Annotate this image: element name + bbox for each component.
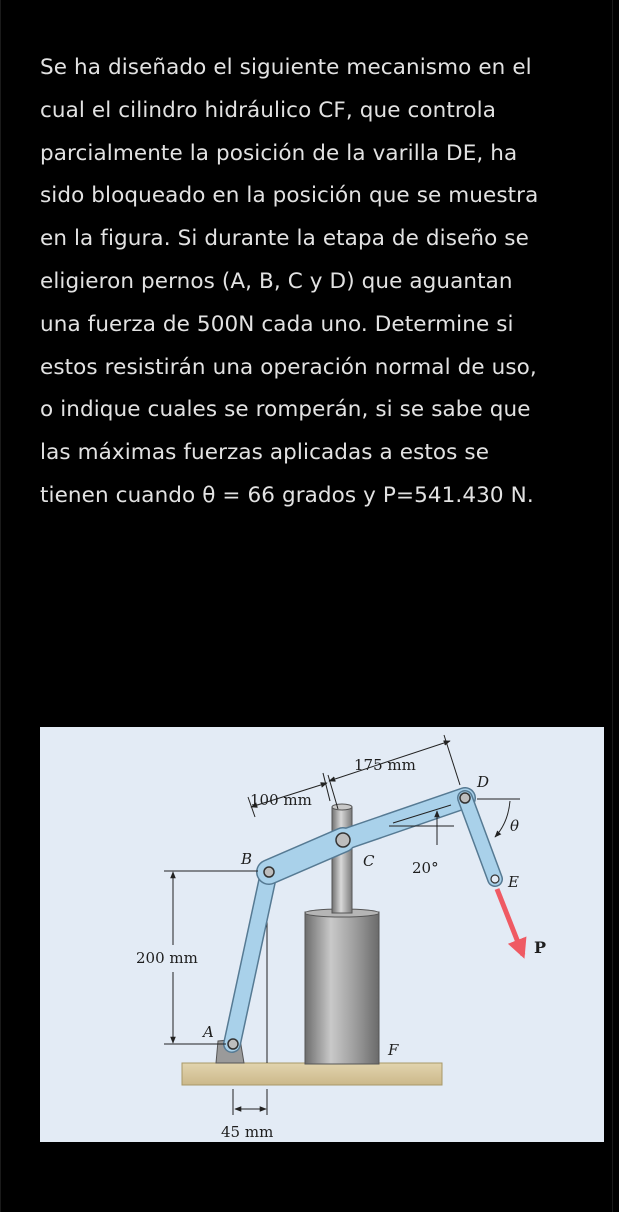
dim-45-label: 45 mm xyxy=(221,1123,274,1141)
dim-100-label: 100 mm xyxy=(250,791,312,809)
problem-line: eligieron pernos (A, B, C y D) que aguantan xyxy=(40,268,513,294)
label-force-p: P xyxy=(534,938,547,957)
cylinder-body xyxy=(305,912,379,1064)
dim-175-label: 175 mm xyxy=(354,756,416,774)
label-point-a: A xyxy=(203,1023,214,1041)
problem-line: las máximas fuerzas aplicadas a estos se xyxy=(40,440,490,466)
mechanism-figure xyxy=(40,727,604,1142)
dim-200-label: 200 mm xyxy=(136,949,198,967)
problem-line: estos resistirán una operación normal de uso, xyxy=(40,354,537,380)
problem-line: cual el cilindro hidráulico CF, que controla xyxy=(40,97,496,123)
angle-20-label: 20° xyxy=(412,859,439,877)
problem-line: en la figura. Si durante la etapa de diseño se xyxy=(40,226,529,252)
problem-line: una fuerza de 500N cada uno. Determine si xyxy=(40,311,514,337)
frame-border-left xyxy=(0,0,1,1212)
problem-line: Se ha diseñado el siguiente mecanismo en el xyxy=(40,55,532,80)
problem-statement xyxy=(40,47,605,518)
ground-base xyxy=(182,1063,442,1085)
pin-e xyxy=(491,875,499,883)
label-point-c: C xyxy=(363,852,375,870)
pin-a xyxy=(228,1039,238,1049)
link-bcd-2 xyxy=(343,798,465,840)
theta-label: θ xyxy=(510,817,520,835)
problem-line: tienen cuando θ = 66 grados y P=541.430 N. xyxy=(40,482,534,508)
frame-border-right xyxy=(612,0,613,1212)
label-point-f: F xyxy=(388,1041,399,1059)
pin-b xyxy=(264,867,274,877)
mechanism-diagram xyxy=(40,727,604,1142)
label-point-e: E xyxy=(508,873,519,891)
rod-de xyxy=(465,798,495,879)
link-ab xyxy=(232,872,269,1044)
pin-c xyxy=(336,833,350,847)
label-point-d: D xyxy=(477,773,490,791)
cylinder-rod xyxy=(332,807,352,913)
cylinder-rod-top xyxy=(332,804,352,810)
pin-d xyxy=(460,793,470,803)
theta-arc xyxy=(495,801,510,837)
force-p-arrow xyxy=(497,889,523,955)
problem-line: o indique cuales se romperán, si se sabe que xyxy=(40,397,531,423)
problem-line: parcialmente la posición de la varilla DE, ha xyxy=(40,140,518,166)
label-point-b: B xyxy=(241,850,253,868)
problem-line: sido bloqueado en la posición que se muestra xyxy=(40,183,539,209)
